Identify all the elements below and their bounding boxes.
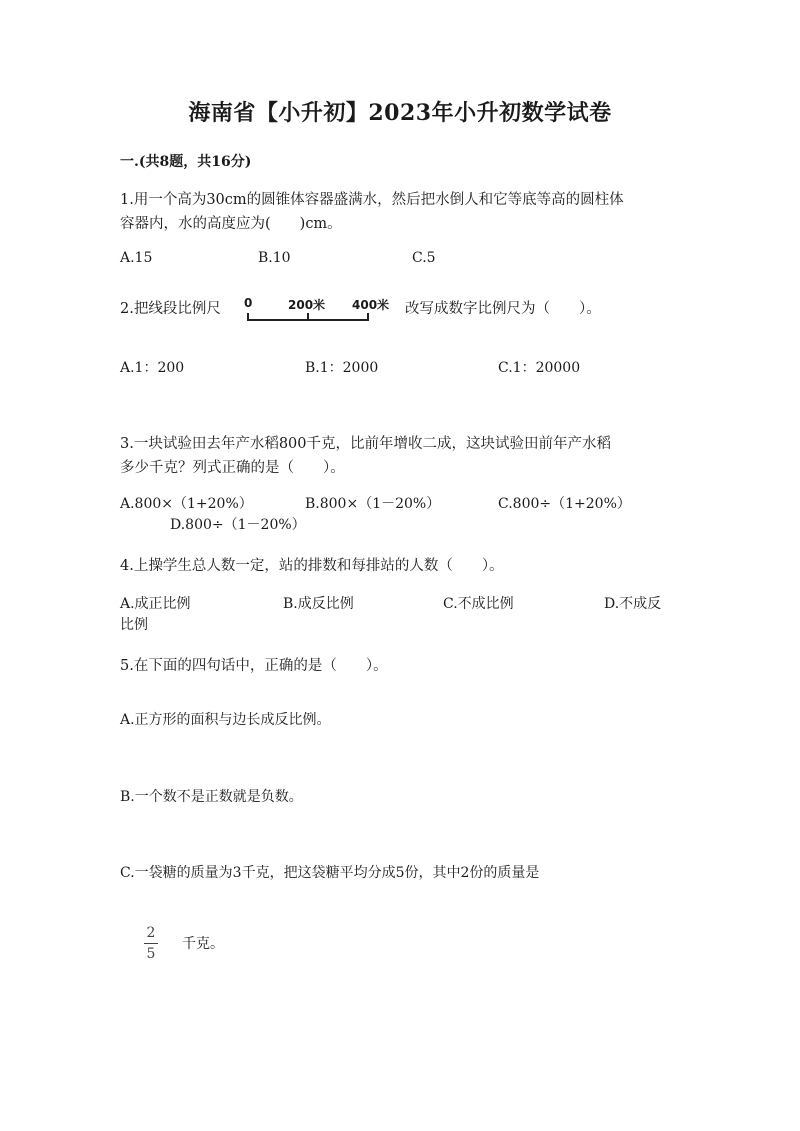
- question-5-option-c: C.一袋糖的质量为3千克，把这袋糖平均分成5份，其中2份的质量是: [120, 865, 540, 881]
- question-5-text: 5.在下面的四句话中，正确的是（ ）。: [120, 658, 388, 674]
- question-4-text: 4.上操学生总人数一定，站的排数和每排站的人数（ ）。: [120, 558, 504, 574]
- question-3-line-2: 多少千克？列式正确的是（ ）。: [120, 460, 345, 476]
- question-4-option-d-wrap: 比例: [120, 617, 148, 633]
- question-4-option-c: C.不成比例: [443, 596, 514, 612]
- question-2-option-a: A.1：200: [120, 360, 185, 376]
- question-2-prefix: 2.把线段比例尺: [120, 301, 221, 317]
- fraction-denominator: 5: [146, 946, 156, 962]
- question-1-line-2: 容器内，水的高度应为( )cm。: [120, 216, 342, 232]
- question-1-line-1: 1.用一个高为30cm的圆锥体容器盛满水，然后把水倒人和它等底等高的圆柱体: [120, 192, 624, 208]
- question-1-option-b: B.10: [258, 250, 291, 266]
- fraction-numerator: 2: [146, 925, 156, 941]
- scale-bar: [238, 310, 398, 326]
- question-4-option-b: B.成反比例: [283, 596, 354, 612]
- scale-label-0: 0: [244, 296, 253, 310]
- question-3-option-d: D.800÷（1－20%）: [170, 517, 306, 533]
- fraction-two-fifths: [140, 924, 162, 963]
- question-4-option-a: A.成正比例: [120, 596, 191, 612]
- question-2-option-c: C.1：20000: [498, 360, 581, 376]
- question-3-line-1: 3.一块试验田去年产水稻800千克，比前年增收二成，这块试验田前年产水稻: [120, 436, 612, 452]
- section-heading: 一.(共8题，共16分): [120, 154, 252, 170]
- question-5-option-b: B.一个数不是正数就是负数。: [120, 789, 303, 805]
- question-5-option-a: A.正方形的面积与边长成反比例。: [120, 712, 331, 728]
- page-title: 海南省【小升初】2023年小升初数学试卷: [188, 100, 612, 126]
- question-4-option-d: D.不成反: [604, 596, 662, 612]
- question-1-option-c: C.5: [412, 250, 436, 266]
- question-3-option-a: A.800×（1+20%）: [120, 496, 253, 512]
- question-5-unit: 千克。: [182, 936, 224, 952]
- line-scale-diagram: [238, 296, 398, 326]
- fraction-bar: [144, 943, 158, 944]
- scale-label-400: 400米: [352, 298, 390, 312]
- question-3-option-b: B.800×（1－20%）: [305, 496, 441, 512]
- scale-label-200: 200米: [288, 298, 326, 312]
- question-2-suffix: 改写成数字比例尺为（ ）。: [405, 301, 601, 317]
- question-1-option-a: A.15: [120, 250, 153, 266]
- question-2-option-b: B.1：2000: [305, 360, 379, 376]
- question-3-option-c: C.800÷（1+20%）: [498, 496, 631, 512]
